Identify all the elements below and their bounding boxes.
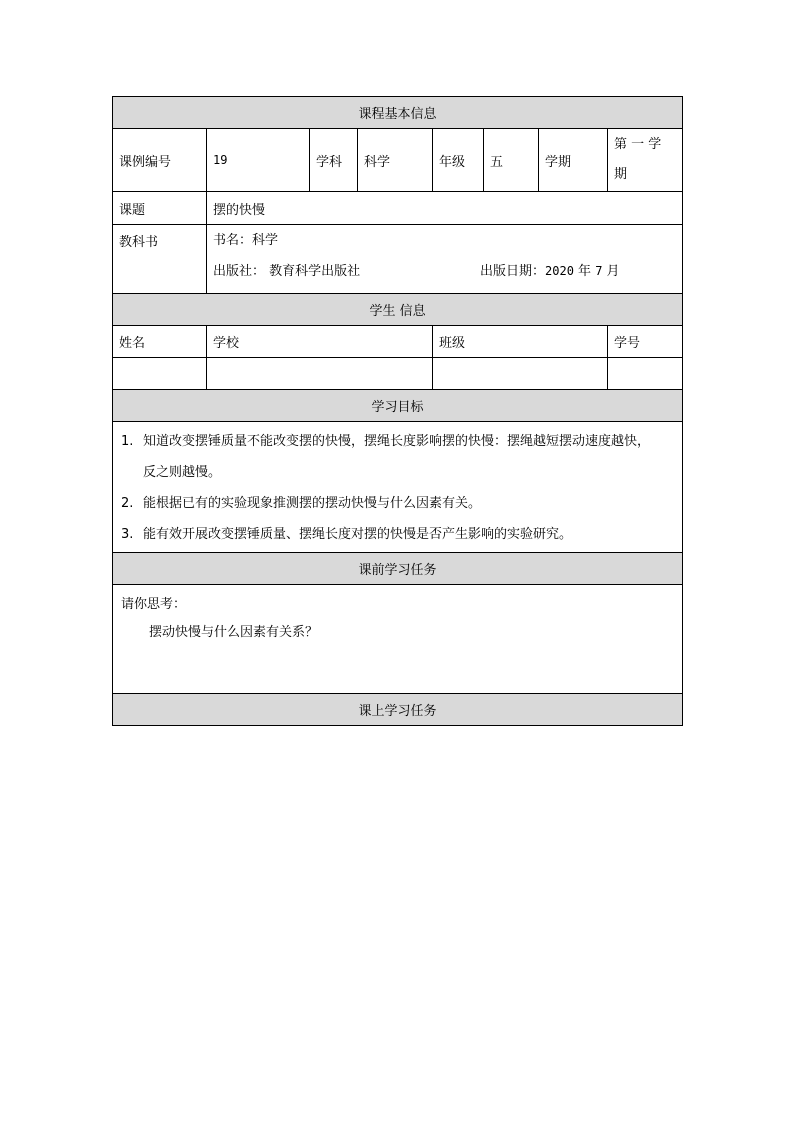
student-id-label: 学号 bbox=[608, 326, 683, 358]
student-id-field[interactable] bbox=[608, 358, 683, 390]
textbook-date-prefix: 出版日期： bbox=[480, 264, 546, 279]
lesson-form bbox=[112, 96, 682, 726]
textbook-date-year-unit: 年 bbox=[573, 264, 596, 279]
subject-label: 学科 bbox=[310, 129, 358, 192]
topic-value: 摆的快慢 bbox=[207, 192, 683, 225]
pre-task-question: 摆动快慢与什么因素有关系？ bbox=[149, 625, 319, 640]
goal-number: 3. bbox=[121, 527, 134, 542]
section-learning-goals: 学习目标 bbox=[113, 390, 683, 422]
goals-list bbox=[113, 422, 683, 553]
textbook-info bbox=[207, 225, 683, 294]
student-name-field[interactable] bbox=[113, 358, 207, 390]
pre-task-prompt: 请你思考： bbox=[121, 597, 187, 612]
textbook-date-month: 7 bbox=[595, 264, 603, 278]
textbook-date bbox=[480, 256, 620, 287]
case-no-label: 课例编号 bbox=[113, 129, 207, 192]
section-basic-info: 课程基本信息 bbox=[113, 97, 683, 129]
goal-number: 2. bbox=[121, 496, 134, 511]
textbook-name: 书名：科学 bbox=[213, 233, 279, 248]
term-value-line1: 第 一 学 bbox=[614, 137, 662, 152]
term-value bbox=[608, 129, 683, 192]
textbook-date-month-unit: 月 bbox=[602, 264, 620, 279]
section-in-class-task: 课上学习任务 bbox=[113, 694, 683, 726]
section-student-info: 学生 信息 bbox=[113, 294, 683, 326]
grade-label: 年级 bbox=[433, 129, 484, 192]
student-school-field[interactable] bbox=[207, 358, 433, 390]
textbook-label: 教科书 bbox=[113, 225, 207, 294]
section-pre-class-task: 课前学习任务 bbox=[113, 553, 683, 585]
subject-value: 科学 bbox=[358, 129, 433, 192]
goal-item bbox=[121, 488, 676, 519]
case-no-value: 19 bbox=[207, 129, 310, 192]
student-name-label: 姓名 bbox=[113, 326, 207, 358]
grade-value: 五 bbox=[484, 129, 539, 192]
goal-text: 知道改变摆锤质量不能改变摆的快慢，摆绳长度影响摆的快慢：摆绳越短摆动速度越快， bbox=[143, 434, 651, 449]
textbook-publish-line bbox=[213, 256, 676, 287]
student-school-label: 学校 bbox=[207, 326, 433, 358]
lesson-table bbox=[112, 96, 683, 726]
term-value-line2: 期 bbox=[614, 167, 628, 182]
textbook-publisher: 出版社： 教育科学出版社 bbox=[213, 264, 361, 279]
term-label: 学期 bbox=[539, 129, 608, 192]
pre-class-task-body bbox=[113, 585, 683, 694]
goal-number: 1. bbox=[121, 434, 134, 449]
goal-text: 能根据已有的实验现象推测摆的摆动快慢与什么因素有关。 bbox=[143, 496, 482, 511]
goal-text-continued: 反之则越慢。 bbox=[143, 465, 222, 480]
goal-item bbox=[121, 519, 676, 550]
topic-label: 课题 bbox=[113, 192, 207, 225]
student-class-field[interactable] bbox=[433, 358, 608, 390]
goal-item bbox=[121, 426, 676, 488]
student-class-label: 班级 bbox=[433, 326, 608, 358]
textbook-date-year: 2020 bbox=[545, 264, 574, 278]
goal-text: 能有效开展改变摆锤质量、摆绳长度对摆的快慢是否产生影响的实验研究。 bbox=[143, 527, 573, 542]
